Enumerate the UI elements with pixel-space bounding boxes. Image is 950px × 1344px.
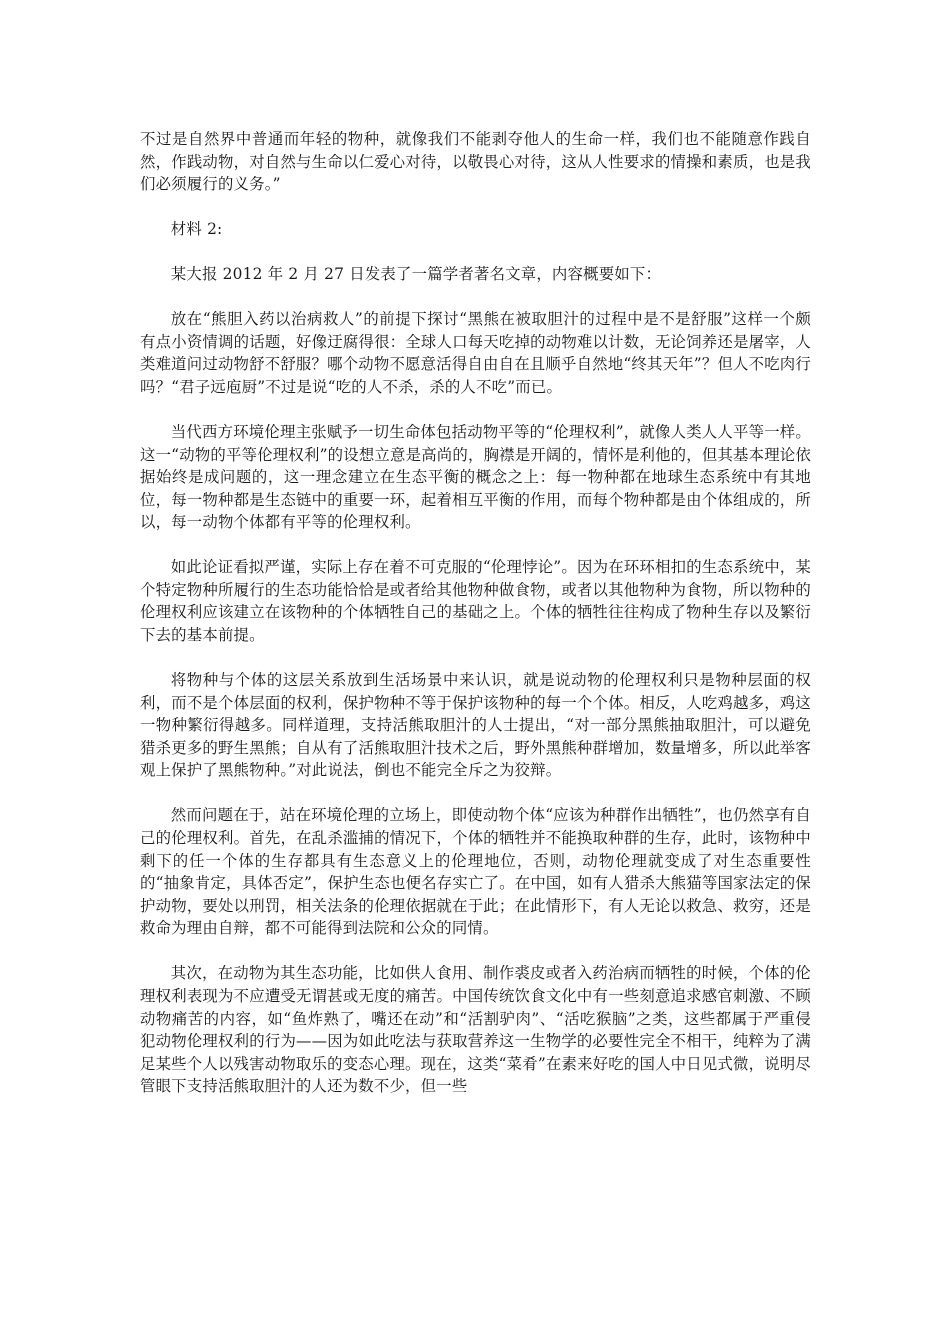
paragraph-body: 当代西方环境伦理主张赋予一切生命体包括动物平等的“伦理权利”，就像人类人人平等一样。这一“动物的平等伦理权利”的设想立意是高尚的，胸襟是开阔的，情怀是利他的，但其基本理论依据始终是成问题的，这一理念建立在生态平衡的概念之上：每一物种都在地球生态系统中有其地位，每一物种都是生态链中的重要一环，起着相互平衡的作用，而每个物种都是由个体组成的，所以，每一动物个体都有平等的伦理权利。 xyxy=(140,422,811,532)
paragraph-continuation: 不过是自然界中普通而年轻的物种，就像我们不能剥夺他人的生命一样，我们也不能随意作践自然，作践动物，对自然与生命以仁爱心对待，以敬畏心对待，这从人性要求的情操和素质，也是我们必须履行的义务。” xyxy=(140,130,811,194)
paragraph-body: 然而问题在于，站在环境伦理的立场上，即使动物个体“应该为种群作出牺牲”，也仍然享有自己的伦理权利。首先，在乱杀滥捕的情况下，个体的牺牲并不能换取种群的生存，此时，该物种中剩下的任一个体的生存都具有生态意义上的伦理地位，否则，动物伦理就变成了对生态重要性的“抽象肯定，具体否定”，保护生态也便名存实亡了。在中国，如有人猎杀大熊猫等国家法定的保护动物，要处以刑罚，相关法条的伦理依据就在于此；在此情形下，有人无论以救急、救穷，还是救命为理由自辩，都不可能得到法院和公众的同情。 xyxy=(140,806,811,938)
paragraph-body: 放在“熊胆入药以治病救人”的前提下探讨“黑熊在被取胆汁的过程中是不是舒服”这样一个颇有点小资情调的话题，好像迂腐得很：全球人口每天吃掉的动物难以计数，无论饲养还是屠宰，人类难道问过动物舒不舒服？哪个动物不愿意活得自由自在且顺乎自然地“终其天年”？但人不吃肉行吗？“君子远庖厨”不过是说“吃的人不杀，杀的人不吃”而已。 xyxy=(140,310,811,396)
paragraph-intro: 某大报 2012 年 2 月 27 日发表了一篇学者著名文章，内容概要如下： xyxy=(170,265,662,284)
document-page xyxy=(140,128,811,1120)
paragraph-body: 将物种与个体的这层关系放到生活场景中来认识，就是说动物的伦理权利只是物种层面的权利，而不是个体层面的权利，保护物种不等于保护该物种的每一个个体。相反，人吃鸡越多，鸡这一物种繁衍得越多。同样道理，支持活熊取胆汁的人士提出，“对一部分黑熊抽取胆汁，可以避免猎杀更多的野生黑熊；自从有了活熊取胆汁技术之后，野外黑熊种群增加，数量增多，所以此举客观上保护了黑熊物种。”对此说法，倒也不能完全斥之为狡辩。 xyxy=(140,671,811,780)
paragraph-body: 如此论证看拟严谨，实际上存在着不可克服的“伦理悖论”。因为在环环相扣的生态系统中，某个特定物种所履行的生态功能恰恰是或者给其他物种做食物，或者以其他物种为食物，所以物种的伦理权利应该建立在该物种的个体牺牲自己的基础之上。个体的牺牲往往构成了物种生存以及繁衍下去的基本前提。 xyxy=(140,558,811,645)
material-heading: 材料 2: xyxy=(170,220,223,239)
paragraph-body: 其次，在动物为其生态功能，比如供人食用、制作裘皮或者入药治病而牺牲的时候，个体的伦理权利表现为不应遭受无谓甚或无度的痛苦。中国传统饮食文化中有一些刻意追求感官刺激、不顾动物痛苦的内容，如“鱼炸熟了，嘴还在动”和“活割驴肉”、“活吃猴脑”之类，这些都属于严重侵犯动物伦理权利的行为——因为如此吃法与获取营养这一生物学的必要性完全不相干，纯粹为了满足某些个人以残害动物取乐的变态心理。现在，这类“菜肴”在素来好吃的国人中日见式微，说明尽管眼下支持活熊取胆汁的人还为数不少，但一些 xyxy=(140,964,811,1096)
